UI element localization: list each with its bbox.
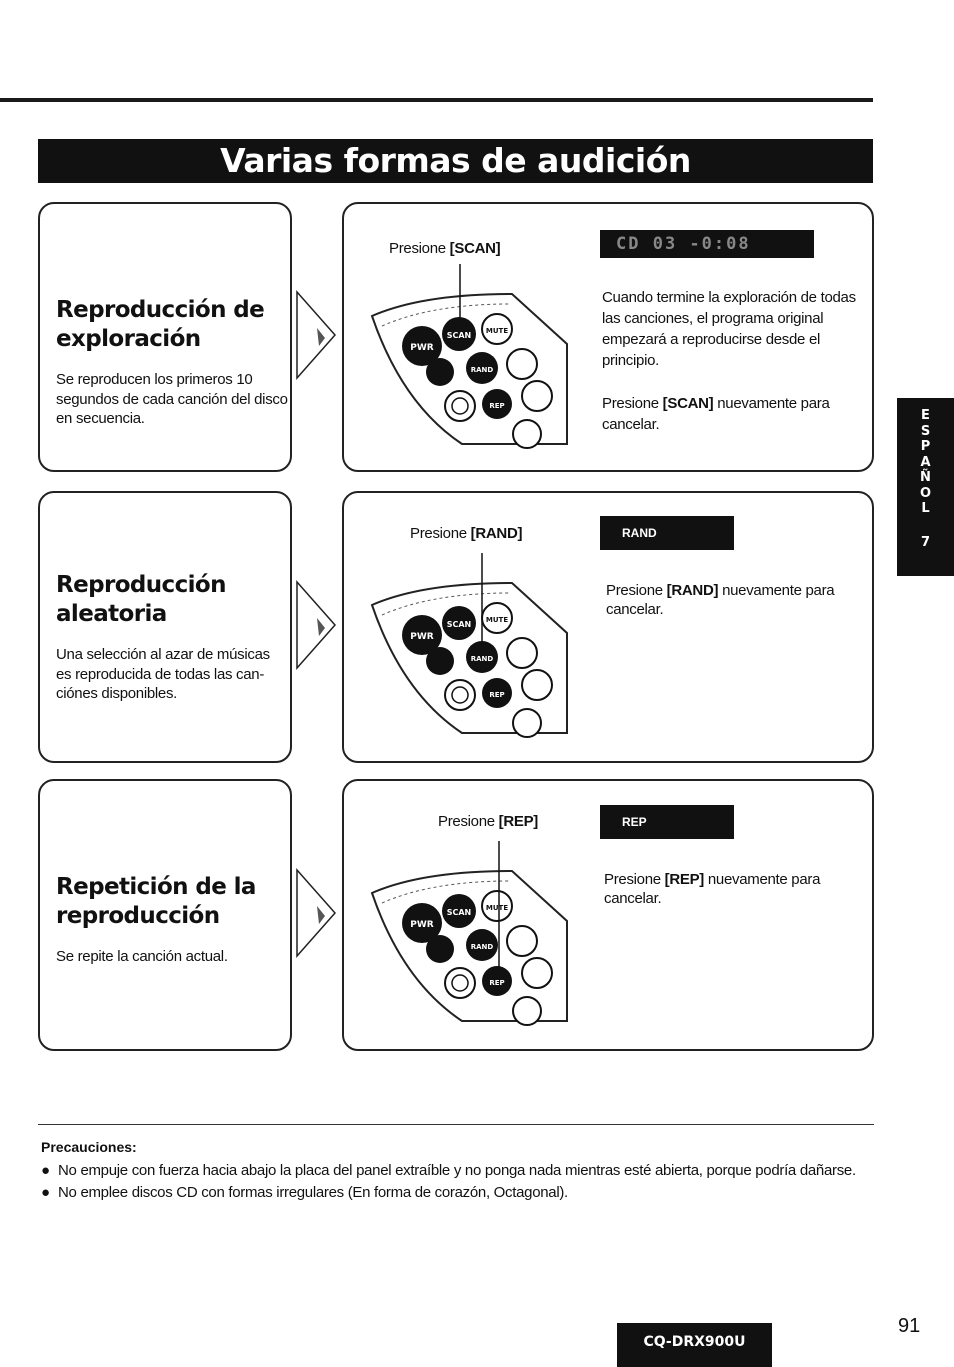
scan-description-box [38, 202, 292, 472]
random-press-key: [RAND] [470, 525, 523, 542]
random-description: Una selección al azar de músicas es reproducida de todas las can-ciónes disponibles. [56, 646, 270, 702]
scan-display: CD 03 -0:08 [600, 230, 814, 258]
top-rule [0, 98, 873, 102]
repeat-description: Se repite la canción actual. [56, 948, 228, 965]
random-instruction-box [342, 491, 874, 763]
scan-description: Se reproducen los primeros 10 segundos de cada canción del disco en secuencia. [56, 371, 288, 427]
scan-arrow-icon [295, 290, 337, 380]
precautions-divider [38, 1124, 874, 1125]
model-badge: CQ-DRX900U [617, 1323, 772, 1367]
scan-cancel-key: [SCAN] [662, 395, 714, 412]
bullet-icon: ● [41, 1184, 50, 1201]
bullet-icon: ● [41, 1162, 50, 1179]
remote-scan-label: SCAN [446, 620, 472, 629]
language-tab-letter: E [921, 408, 930, 423]
scan-press-prefix: Presione [389, 240, 450, 257]
remote-mute-label: MUTE [485, 904, 509, 912]
remote-rep-label: REP [489, 691, 505, 699]
list-item [41, 1160, 861, 1181]
scan-title: Reproducción de exploración [56, 297, 265, 352]
remote-rand-label: RAND [470, 943, 494, 951]
scan-press-label [389, 240, 500, 258]
remote-control-scan-illustration [362, 264, 592, 449]
repeat-display: REP [600, 805, 734, 839]
language-tab-letter: O [919, 485, 932, 501]
random-display: RAND [600, 516, 734, 550]
language-tab-letter: Ñ [920, 470, 931, 485]
precaution-text: No empuje con fuerza hacia abajo la placa del panel extraíble y no ponga nada mientras esté abierta, porque podría dañarse. [58, 1162, 856, 1179]
remote-pwr-label: PWR [410, 343, 434, 353]
remote-pwr-label: PWR [410, 920, 434, 930]
random-title: Reproducción aleatoria [56, 572, 226, 627]
page-title: Varias formas de audición [38, 139, 873, 183]
remote-mute-label: MUTE [485, 327, 509, 335]
scan-cancel-suffix: nuevamente para cancelar. [602, 395, 830, 433]
random-cancel-suffix: nuevamente para cancelar. [606, 582, 835, 618]
remote-control-rand-illustration [362, 553, 592, 738]
scan-instruction-box [342, 202, 874, 472]
remote-scan-label: SCAN [446, 908, 472, 917]
random-cancel-note [606, 581, 836, 619]
language-tab-letter: S [920, 423, 931, 439]
remote-rep-label: REP [489, 402, 505, 410]
remote-control-rep-illustration [362, 841, 592, 1026]
remote-scan-label: SCAN [446, 331, 472, 340]
page-number: 91 [898, 1315, 921, 1337]
random-arrow-icon [295, 580, 337, 670]
random-press-prefix: Presione [410, 525, 471, 542]
repeat-description-box [38, 779, 292, 1051]
scan-press-key: [SCAN] [449, 240, 501, 257]
precautions-list [41, 1160, 861, 1204]
language-tab-letter: L [921, 501, 930, 516]
language-tab-letter: P [920, 439, 931, 454]
repeat-cancel-prefix: Presione [604, 871, 665, 888]
language-tab-page: 7 [920, 534, 931, 550]
list-item [41, 1182, 861, 1203]
random-description-box [38, 491, 292, 763]
language-tab-letter: A [920, 454, 931, 470]
scan-cancel-prefix: Presione [602, 395, 663, 412]
remote-rand-label: RAND [470, 366, 494, 374]
scan-note: Cuando termine la exploración de todas las canciones, el programa original empezará a reproducirse desde el principio. [602, 289, 856, 369]
random-cancel-prefix: Presione [606, 582, 667, 599]
random-press-label [410, 525, 522, 543]
remote-rep-label: REP [489, 979, 505, 987]
repeat-press-label [438, 813, 538, 831]
repeat-press-key: [REP] [498, 813, 539, 830]
repeat-press-prefix: Presione [438, 813, 499, 830]
scan-cancel-note [602, 393, 864, 435]
precaution-text: No emplee discos CD con formas irregulares (En forma de corazón, Octagonal). [58, 1184, 568, 1201]
repeat-arrow-icon [295, 868, 337, 958]
precautions-title: Precauciones: [41, 1139, 137, 1155]
remote-pwr-label: PWR [410, 632, 434, 642]
repeat-instruction-box [342, 779, 874, 1051]
repeat-title: Repetición de la reproducción [56, 874, 256, 929]
repeat-cancel-key: [REP] [664, 871, 705, 888]
remote-mute-label: MUTE [485, 616, 509, 624]
repeat-cancel-suffix: nuevamente para cancelar. [604, 871, 821, 907]
remote-rand-label: RAND [470, 655, 494, 663]
random-cancel-key: [RAND] [666, 582, 719, 599]
repeat-cancel-note [604, 870, 866, 908]
language-tab [897, 398, 954, 576]
